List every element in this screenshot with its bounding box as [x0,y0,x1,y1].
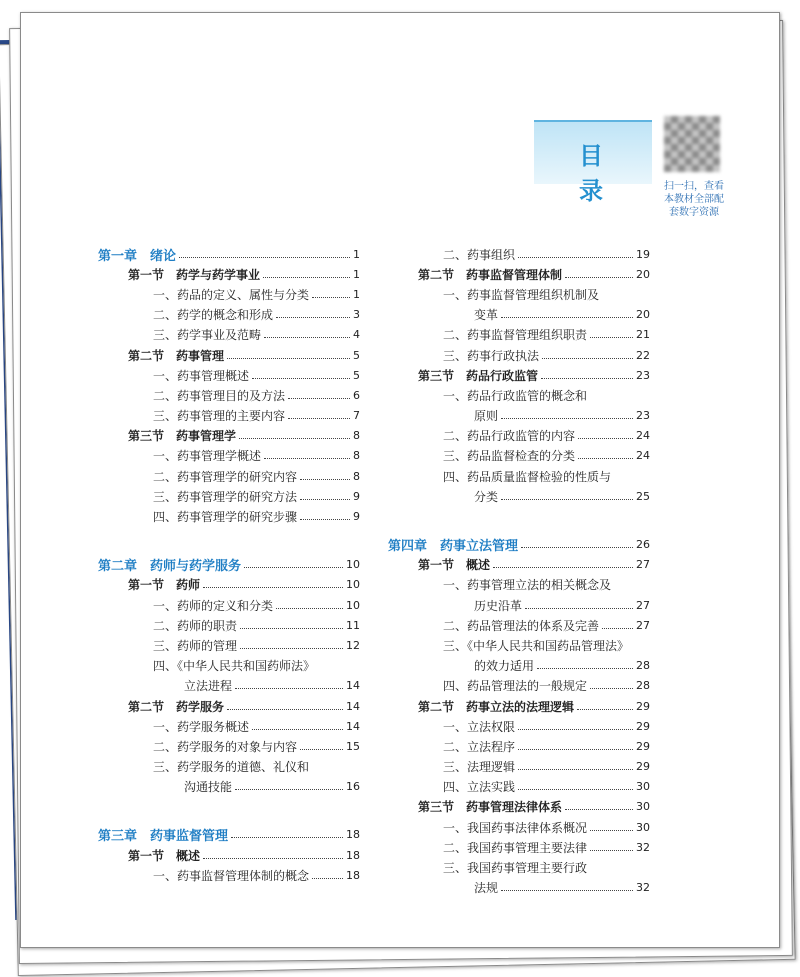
toc-entry-title: 四、药品质量监督检验的性质与 [443,469,612,484]
qr-caption: 扫一扫，查看本教材全部配套数字资源 [664,181,724,218]
dot-leader [541,378,633,379]
toc-page-number: 3 [353,308,360,322]
dot-leader [501,317,633,318]
toc-chapter[interactable] [388,534,650,554]
toc-page-number: 24 [636,449,650,463]
toc-item[interactable] [98,635,360,655]
toc-entry-title: 一、药事管理立法的相关概念及 [443,578,612,593]
toc-page-number: 14 [346,699,360,713]
toc-item[interactable] [98,284,360,304]
toc-entry-title: 第一节 药学与药学事业 [128,267,261,282]
dot-leader [501,418,633,419]
toc-spacer [98,527,360,555]
toc-page-number: 1 [353,267,360,281]
toc-entry-title: 一、药事管理学概述 [153,449,262,464]
dot-leader [240,628,343,629]
dot-leader [602,628,633,629]
toc-item-continuation[interactable] [388,878,650,898]
toc-item[interactable] [98,486,360,506]
toc-item[interactable] [388,857,650,877]
toc-page-number: 5 [353,368,360,382]
toc-section[interactable] [98,264,360,284]
toc-entry-title: 二、我国药事管理主要法律 [443,840,588,855]
toc-item[interactable] [388,716,650,736]
toc-item-continuation[interactable] [388,656,650,676]
dot-leader [264,337,350,338]
toc-item[interactable] [388,345,650,365]
toc-page-number: 18 [346,868,360,882]
toc-item[interactable] [388,446,650,466]
toc-page-number: 15 [346,739,360,753]
toc-page-number: 9 [353,510,360,524]
toc-page-number: 28 [636,679,650,693]
toc-page-number: 7 [353,409,360,423]
toc-entry-title: 二、药事组织 [443,247,516,262]
toc-page-number: 20 [636,267,650,281]
dot-leader [235,789,343,790]
dot-leader [264,458,350,459]
toc-entry-title: 二、药学服务的对象与内容 [153,739,298,754]
toc-item-continuation[interactable] [388,305,650,325]
toc-entry-title: 变革 [474,308,499,323]
toc-item[interactable] [388,837,650,857]
toc-spacer [98,797,360,825]
dot-leader [521,547,633,548]
dot-leader [288,418,350,419]
toc-chapter[interactable] [98,244,360,264]
toc-entry-title: 二、药事管理学的研究内容 [153,469,298,484]
toc-item[interactable] [98,385,360,405]
toc-page-number: 20 [636,308,650,322]
toc-item[interactable] [388,575,650,595]
toc-page-number: 32 [636,881,650,895]
dot-leader [235,688,343,689]
dot-leader [518,257,633,258]
toc-section[interactable] [388,365,650,385]
toc-page-number: 23 [636,409,650,423]
toc-page-number: 8 [353,429,360,443]
toc-page-number: 4 [353,328,360,342]
toc-entry-title: 第二节 药事监督管理体制 [418,267,563,282]
toc-page-number: 21 [636,328,650,342]
toc-page-number: 22 [636,348,650,362]
toc-item[interactable] [388,244,650,264]
dot-leader [578,458,633,459]
toc-page-number: 23 [636,368,650,382]
toc-entry-title: 三、药学事业及范畴 [153,328,262,343]
toc-entry-title: 一、药事管理概述 [153,368,250,383]
toc-page-number: 9 [353,489,360,503]
toc-page-number: 5 [353,348,360,362]
toc-page-number: 16 [346,780,360,794]
toc-item[interactable] [98,736,360,756]
toc-entry-title: 第三节 药事管理法律体系 [418,800,563,815]
dot-leader [276,317,350,318]
toc-item[interactable] [98,466,360,486]
toc-page-number: 8 [353,469,360,483]
toc-page-number: 14 [346,719,360,733]
toc-entry-title: 一、药事监督管理组织机制及 [443,287,600,302]
dot-leader [179,257,350,258]
toc-page-number: 10 [346,598,360,612]
dot-leader [590,337,633,338]
toc-item[interactable] [98,406,360,426]
toc-page-number: 18 [346,828,360,842]
dot-leader [239,438,350,439]
toc-item[interactable] [98,506,360,526]
dot-leader [231,837,343,838]
toc-item[interactable] [98,595,360,615]
toc-page-number: 30 [636,820,650,834]
toc-section[interactable] [98,575,360,595]
toc-left-column [98,244,360,885]
toc-item[interactable] [388,284,650,304]
toc-entry-title: 第二节 药事立法的法理逻辑 [418,699,575,714]
toc-item[interactable] [388,466,650,486]
toc-entry-title: 三、我国药事管理主要行政 [443,861,588,876]
toc-entry-title: 立法进程 [184,679,233,694]
toc-entry-title: 沟通技能 [184,780,233,795]
toc-page-number: 30 [636,780,650,794]
toc-right-column [388,244,650,898]
toc-item[interactable] [388,676,650,696]
toc-entry-title: 三、药师的管理 [153,638,238,653]
toc-item-continuation[interactable] [388,486,650,506]
toc-entry-title: 历史沿革 [474,598,523,613]
toc-item[interactable] [388,325,650,345]
toc-entry-title: 原则 [474,409,499,424]
toc-item[interactable] [388,777,650,797]
toc-entry-title: 二、药品管理法的体系及完善 [443,618,600,633]
toc-entry-title: 四、立法实践 [443,780,516,795]
dot-leader [518,749,633,750]
toc-item[interactable] [98,325,360,345]
toc-entry-title: 第一章 绪论 [98,248,177,264]
toc-entry-title: 第二节 药学服务 [128,699,225,714]
dot-leader [227,709,343,710]
toc-entry-title: 四、药品管理法的一般规定 [443,679,588,694]
toc-page-number: 29 [636,719,650,733]
toc-page-number: 27 [636,618,650,632]
toc-entry-title: 分类 [474,489,499,504]
dot-leader [263,277,350,278]
toc-entry-title: 第一节 概述 [128,848,201,863]
toc-item[interactable] [388,635,650,655]
dot-leader [312,878,343,879]
dot-leader [300,499,350,500]
toc-page-number: 28 [636,659,650,673]
toc-entry-title: 一、立法权限 [443,719,516,734]
dot-leader [577,709,633,710]
dot-leader [276,608,343,609]
toc-item[interactable] [388,736,650,756]
toc-entry-title: 第四章 药事立法管理 [388,539,519,555]
toc-page-number: 32 [636,840,650,854]
toc-item[interactable] [388,757,650,777]
toc-page-number: 8 [353,449,360,463]
toc-entry-title: 第二节 药事管理 [128,348,225,363]
toc-item-continuation[interactable] [98,777,360,797]
toc-entry-title: 第三节 药品行政监管 [418,368,539,383]
qr-code-icon[interactable] [664,116,720,172]
toc-entry-title: 三、药事管理学的研究方法 [153,489,298,504]
toc-item[interactable] [98,305,360,325]
toc-item-continuation[interactable] [388,406,650,426]
toc-entry-title: 三、法理逻辑 [443,760,516,775]
toc-section[interactable] [388,264,650,284]
toc-title-band [534,120,652,205]
toc-section[interactable] [388,696,650,716]
toc-section[interactable] [388,555,650,575]
toc-entry-title: 一、我国药事法律体系概况 [443,820,588,835]
toc-page-number: 14 [346,679,360,693]
toc-entry-title: 四、《中华人民共和国药师法》 [153,659,316,674]
toc-item[interactable] [98,446,360,466]
toc-section[interactable] [388,797,650,817]
dot-leader [525,608,633,609]
toc-entry-title: 一、药品行政监管的概念和 [443,388,588,403]
dot-leader [518,729,633,730]
toc-entry-title: 一、药事监督管理体制的概念 [153,868,310,883]
toc-chapter[interactable] [98,555,360,575]
dot-leader [565,277,633,278]
dot-leader [578,438,633,439]
toc-entry-title: 二、立法程序 [443,739,516,754]
toc-entry-title: 法规 [474,881,499,896]
toc-page-number: 26 [636,538,650,552]
toc-page-number: 25 [636,489,650,503]
toc-page-number: 30 [636,800,650,814]
toc-entry-title: 二、药事管理目的及方法 [153,388,286,403]
toc-entry-title: 二、药事监督管理组织职责 [443,328,588,343]
toc-page-number: 29 [636,760,650,774]
toc-entry-title: 三、《中华人民共和国药品管理法》 [443,638,630,653]
toc-item[interactable] [98,865,360,885]
toc-section[interactable] [98,426,360,446]
toc-entry-title: 三、药品监督检查的分类 [443,449,576,464]
toc-item-continuation[interactable] [98,676,360,696]
toc-page-number: 12 [346,638,360,652]
toc-entry-title: 第三章 药事监督管理 [98,829,229,845]
toc-entry-title: 一、药学服务概述 [153,719,250,734]
dot-leader [493,567,633,568]
dot-leader [537,668,633,669]
toc-page-number: 27 [636,558,650,572]
toc-section[interactable] [98,345,360,365]
toc-item[interactable] [98,656,360,676]
toc-entry-title: 二、药品行政监管的内容 [443,429,576,444]
toc-page-number: 10 [346,558,360,572]
dot-leader [300,519,350,520]
toc-item-continuation[interactable] [388,595,650,615]
toc-page-number: 1 [353,247,360,261]
toc-entry-title: 二、药学的概念和形成 [153,308,274,323]
toc-page-number: 10 [346,578,360,592]
toc-item[interactable] [98,615,360,635]
dot-leader [252,378,350,379]
dot-leader [590,850,633,851]
toc-item[interactable] [388,426,650,446]
toc-item[interactable] [98,757,360,777]
toc-entry-title: 第三节 药事管理学 [128,429,237,444]
dot-leader [252,729,343,730]
toc-entry-title: 第一节 概述 [418,558,491,573]
dot-leader [227,358,350,359]
dot-leader [565,809,633,810]
toc-page-number: 18 [346,848,360,862]
toc-chapter[interactable] [98,825,360,845]
toc-item[interactable] [98,365,360,385]
toc-item[interactable] [388,615,650,635]
toc-entry-title: 四、药事管理学的研究步骤 [153,510,298,525]
dot-leader [300,479,350,480]
dot-leader [501,499,633,500]
toc-entry-title: 三、药事管理的主要内容 [153,409,286,424]
dot-leader [288,398,350,399]
dot-leader [590,830,633,831]
toc-item[interactable] [98,716,360,736]
toc-page-number: 29 [636,699,650,713]
toc-item[interactable] [388,817,650,837]
toc-page-number: 27 [636,598,650,612]
toc-entry-title: 三、药事行政执法 [443,348,540,363]
toc-page-number: 24 [636,429,650,443]
dot-leader [542,358,633,359]
dot-leader [203,587,343,588]
dot-leader [518,769,633,770]
toc-entry-title: 一、药品的定义、属性与分类 [153,287,310,302]
toc-page-number: 11 [346,618,360,632]
toc-entry-title: 三、药学服务的道德、礼仪和 [153,760,310,775]
dot-leader [203,858,343,859]
toc-entry-title: 的效力适用 [474,659,535,674]
toc-page-number: 29 [636,739,650,753]
toc-page-number: 19 [636,247,650,261]
toc-item[interactable] [388,385,650,405]
dot-leader [590,688,633,689]
dot-leader [244,567,343,568]
toc-entry-title: 二、药师的职责 [153,618,238,633]
dot-leader [240,648,343,649]
toc-section[interactable] [98,696,360,716]
toc-entry-title: 第二章 药师与药学服务 [98,559,242,575]
toc-page-number: 1 [353,287,360,301]
dot-leader [300,749,343,750]
dot-leader [518,789,633,790]
dot-leader [501,890,633,891]
toc-entry-title: 一、药师的定义和分类 [153,598,274,613]
toc-entry-title: 第一节 药师 [128,578,201,593]
dot-leader [312,297,350,298]
toc-section[interactable] [98,845,360,865]
toc-page-number: 6 [353,388,360,402]
toc-spacer [388,506,650,534]
toc-title: 目 录 [579,141,621,205]
